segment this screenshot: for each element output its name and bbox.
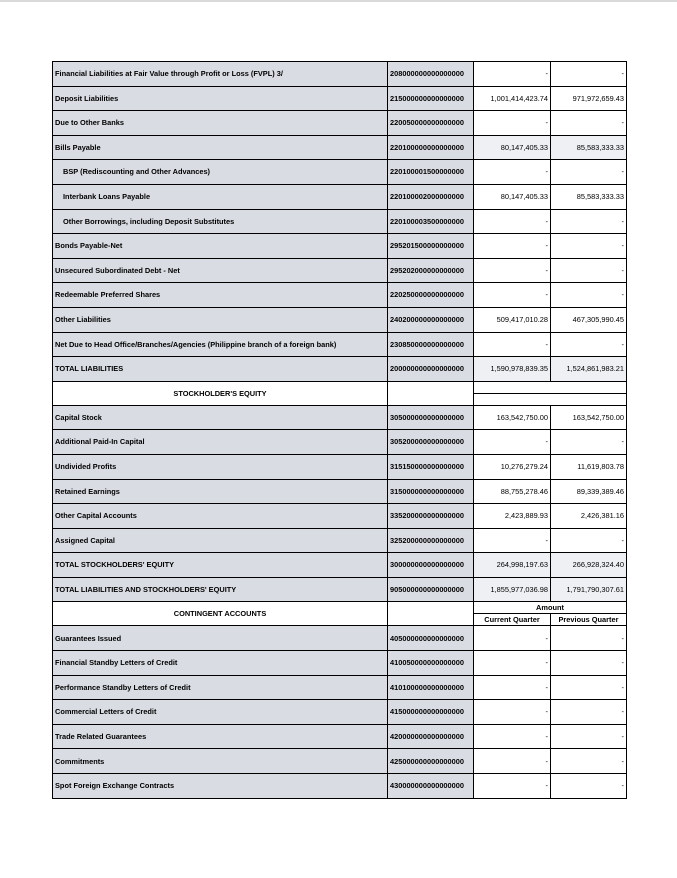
row-previous-quarter: 89,339,389.46 bbox=[551, 479, 627, 504]
row-account-code: 295202000000000000 bbox=[388, 258, 474, 283]
contingent-section-title: CONTINGENT ACCOUNTS bbox=[53, 602, 388, 626]
row-current-quarter: 163,542,750.00 bbox=[474, 405, 551, 430]
row-account-code: 420000000000000000 bbox=[388, 724, 474, 749]
row-label: Interbank Loans Payable bbox=[53, 184, 388, 209]
row-label: Trade Related Guarantees bbox=[53, 724, 388, 749]
row-current-quarter: 264,998,197.63 bbox=[474, 553, 551, 578]
row-previous-quarter: 1,791,790,307.61 bbox=[551, 577, 627, 602]
row-current-quarter: - bbox=[474, 62, 551, 87]
equity-header-section bbox=[53, 381, 627, 405]
table-row bbox=[53, 651, 627, 676]
row-current-quarter: 2,423,889.93 bbox=[474, 504, 551, 529]
row-current-quarter: - bbox=[474, 724, 551, 749]
row-current-quarter: 80,147,405.33 bbox=[474, 184, 551, 209]
row-label: Net Due to Head Office/Branches/Agencies (Philippine branch of a foreign bank) bbox=[53, 332, 388, 357]
row-current-quarter: 1,590,978,839.35 bbox=[474, 357, 551, 382]
row-current-quarter: - bbox=[474, 209, 551, 234]
row-previous-quarter: 266,928,324.40 bbox=[551, 553, 627, 578]
table-row bbox=[53, 135, 627, 160]
row-previous-quarter: - bbox=[551, 774, 627, 799]
row-account-code: 220050000000000000 bbox=[388, 111, 474, 136]
row-current-quarter: - bbox=[474, 528, 551, 553]
row-previous-quarter: - bbox=[551, 675, 627, 700]
equity-header-code-cell bbox=[388, 381, 474, 405]
row-label: BSP (Rediscounting and Other Advances) bbox=[53, 160, 388, 185]
row-previous-quarter: - bbox=[551, 626, 627, 651]
table-row bbox=[53, 160, 627, 185]
amount-column-header: Amount bbox=[474, 602, 627, 614]
row-label: Other Capital Accounts bbox=[53, 504, 388, 529]
row-current-quarter: - bbox=[474, 749, 551, 774]
row-account-code: 305200000000000000 bbox=[388, 430, 474, 455]
row-current-quarter: - bbox=[474, 283, 551, 308]
row-label: Assigned Capital bbox=[53, 528, 388, 553]
row-current-quarter: 80,147,405.33 bbox=[474, 135, 551, 160]
row-account-code: 220100000000000000 bbox=[388, 135, 474, 160]
row-account-code: 220100002000000000 bbox=[388, 184, 474, 209]
row-label: Redeemable Preferred Shares bbox=[53, 283, 388, 308]
table-row bbox=[53, 577, 627, 602]
row-label: TOTAL STOCKHOLDERS' EQUITY bbox=[53, 553, 388, 578]
table-row bbox=[53, 307, 627, 332]
table-row bbox=[53, 479, 627, 504]
table-row bbox=[53, 454, 627, 479]
row-current-quarter: 10,276,279.24 bbox=[474, 454, 551, 479]
row-label: Financial Liabilities at Fair Value through Profit or Loss (FVPL) 3/ bbox=[53, 62, 388, 87]
table-row bbox=[53, 209, 627, 234]
row-account-code: 415000000000000000 bbox=[388, 700, 474, 725]
balance-sheet-table bbox=[52, 61, 627, 799]
contingent-header-code-cell bbox=[388, 602, 474, 626]
row-previous-quarter: - bbox=[551, 332, 627, 357]
row-current-quarter: - bbox=[474, 430, 551, 455]
row-current-quarter: - bbox=[474, 332, 551, 357]
row-account-code: 430000000000000000 bbox=[388, 774, 474, 799]
row-previous-quarter: - bbox=[551, 111, 627, 136]
table-row bbox=[53, 283, 627, 308]
row-label: Additional Paid-In Capital bbox=[53, 430, 388, 455]
row-label: Commitments bbox=[53, 749, 388, 774]
table-row bbox=[53, 258, 627, 283]
row-label: Bills Payable bbox=[53, 135, 388, 160]
table-row bbox=[53, 528, 627, 553]
row-account-code: 300000000000000000 bbox=[388, 553, 474, 578]
contingent-section bbox=[53, 626, 627, 798]
table-row bbox=[53, 626, 627, 651]
row-current-quarter: 509,417,010.28 bbox=[474, 307, 551, 332]
row-account-code: 220100003500000000 bbox=[388, 209, 474, 234]
equity-section-title: STOCKHOLDER'S EQUITY bbox=[53, 381, 388, 405]
row-previous-quarter: - bbox=[551, 651, 627, 676]
row-previous-quarter: - bbox=[551, 209, 627, 234]
row-previous-quarter: - bbox=[551, 430, 627, 455]
row-account-code: 208000000000000000 bbox=[388, 62, 474, 87]
row-current-quarter: - bbox=[474, 700, 551, 725]
row-account-code: 405000000000000000 bbox=[388, 626, 474, 651]
row-previous-quarter: - bbox=[551, 258, 627, 283]
row-label: Deposit Liabilities bbox=[53, 86, 388, 111]
row-current-quarter: - bbox=[474, 160, 551, 185]
table-row bbox=[53, 234, 627, 259]
row-current-quarter: - bbox=[474, 234, 551, 259]
table-row bbox=[53, 553, 627, 578]
table-row bbox=[53, 184, 627, 209]
row-label: Guarantees Issued bbox=[53, 626, 388, 651]
equity-header-bottom-cell bbox=[474, 393, 627, 405]
row-current-quarter: 88,755,278.46 bbox=[474, 479, 551, 504]
page-top-border bbox=[0, 0, 677, 2]
table-row bbox=[53, 504, 627, 529]
table-row bbox=[53, 749, 627, 774]
row-previous-quarter: 1,524,861,983.21 bbox=[551, 357, 627, 382]
row-previous-quarter: 467,305,990.45 bbox=[551, 307, 627, 332]
row-previous-quarter: 971,972,659.43 bbox=[551, 86, 627, 111]
liabilities-section bbox=[53, 62, 627, 382]
equity-header-top-cell bbox=[474, 381, 627, 393]
row-account-code: 220250000000000000 bbox=[388, 283, 474, 308]
row-label: TOTAL LIABILITIES bbox=[53, 357, 388, 382]
row-account-code: 295201500000000000 bbox=[388, 234, 474, 259]
row-previous-quarter: - bbox=[551, 749, 627, 774]
row-account-code: 315000000000000000 bbox=[388, 479, 474, 504]
table-row bbox=[53, 724, 627, 749]
row-current-quarter: - bbox=[474, 626, 551, 651]
row-label: Commercial Letters of Credit bbox=[53, 700, 388, 725]
row-previous-quarter: - bbox=[551, 528, 627, 553]
row-previous-quarter: 85,583,333.33 bbox=[551, 135, 627, 160]
row-previous-quarter: - bbox=[551, 160, 627, 185]
row-previous-quarter: - bbox=[551, 234, 627, 259]
row-label: Other Liabilities bbox=[53, 307, 388, 332]
equity-section bbox=[53, 405, 627, 602]
table-row bbox=[53, 700, 627, 725]
contingent-header-section bbox=[53, 602, 627, 626]
row-current-quarter: - bbox=[474, 774, 551, 799]
row-label: TOTAL LIABILITIES AND STOCKHOLDERS' EQUITY bbox=[53, 577, 388, 602]
row-label: Bonds Payable-Net bbox=[53, 234, 388, 259]
row-account-code: 410050000000000000 bbox=[388, 651, 474, 676]
row-account-code: 220100001500000000 bbox=[388, 160, 474, 185]
row-label: Financial Standby Letters of Credit bbox=[53, 651, 388, 676]
row-account-code: 325200000000000000 bbox=[388, 528, 474, 553]
table-row bbox=[53, 430, 627, 455]
table-row bbox=[53, 357, 627, 382]
row-current-quarter: - bbox=[474, 258, 551, 283]
row-label: Performance Standby Letters of Credit bbox=[53, 675, 388, 700]
row-account-code: 230850000000000000 bbox=[388, 332, 474, 357]
row-previous-quarter: - bbox=[551, 62, 627, 87]
table-row bbox=[53, 675, 627, 700]
row-account-code: 215000000000000000 bbox=[388, 86, 474, 111]
row-previous-quarter: 2,426,381.16 bbox=[551, 504, 627, 529]
row-current-quarter: - bbox=[474, 111, 551, 136]
row-account-code: 305000000000000000 bbox=[388, 405, 474, 430]
previous-quarter-header: Previous Quarter bbox=[551, 614, 627, 626]
row-label: Retained Earnings bbox=[53, 479, 388, 504]
table-row bbox=[53, 405, 627, 430]
current-quarter-header: Current Quarter bbox=[474, 614, 551, 626]
row-label: Other Borrowings, including Deposit Substitutes bbox=[53, 209, 388, 234]
row-current-quarter: - bbox=[474, 651, 551, 676]
table-row bbox=[53, 774, 627, 799]
row-previous-quarter: 163,542,750.00 bbox=[551, 405, 627, 430]
row-current-quarter: 1,001,414,423.74 bbox=[474, 86, 551, 111]
row-previous-quarter: - bbox=[551, 700, 627, 725]
row-account-code: 200000000000000000 bbox=[388, 357, 474, 382]
row-current-quarter: - bbox=[474, 675, 551, 700]
row-previous-quarter: - bbox=[551, 283, 627, 308]
row-account-code: 410100000000000000 bbox=[388, 675, 474, 700]
row-previous-quarter: 85,583,333.33 bbox=[551, 184, 627, 209]
row-account-code: 240200000000000000 bbox=[388, 307, 474, 332]
row-label: Unsecured Subordinated Debt - Net bbox=[53, 258, 388, 283]
row-previous-quarter: - bbox=[551, 724, 627, 749]
row-label: Capital Stock bbox=[53, 405, 388, 430]
row-account-code: 335200000000000000 bbox=[388, 504, 474, 529]
row-current-quarter: 1,855,977,036.98 bbox=[474, 577, 551, 602]
table-row bbox=[53, 62, 627, 87]
row-previous-quarter: 11,619,803.78 bbox=[551, 454, 627, 479]
row-account-code: 905000000000000000 bbox=[388, 577, 474, 602]
table-row bbox=[53, 111, 627, 136]
row-account-code: 315150000000000000 bbox=[388, 454, 474, 479]
table-row bbox=[53, 332, 627, 357]
row-label: Undivided Profits bbox=[53, 454, 388, 479]
row-account-code: 425000000000000000 bbox=[388, 749, 474, 774]
table-row bbox=[53, 86, 627, 111]
row-label: Due to Other Banks bbox=[53, 111, 388, 136]
row-label: Spot Foreign Exchange Contracts bbox=[53, 774, 388, 799]
